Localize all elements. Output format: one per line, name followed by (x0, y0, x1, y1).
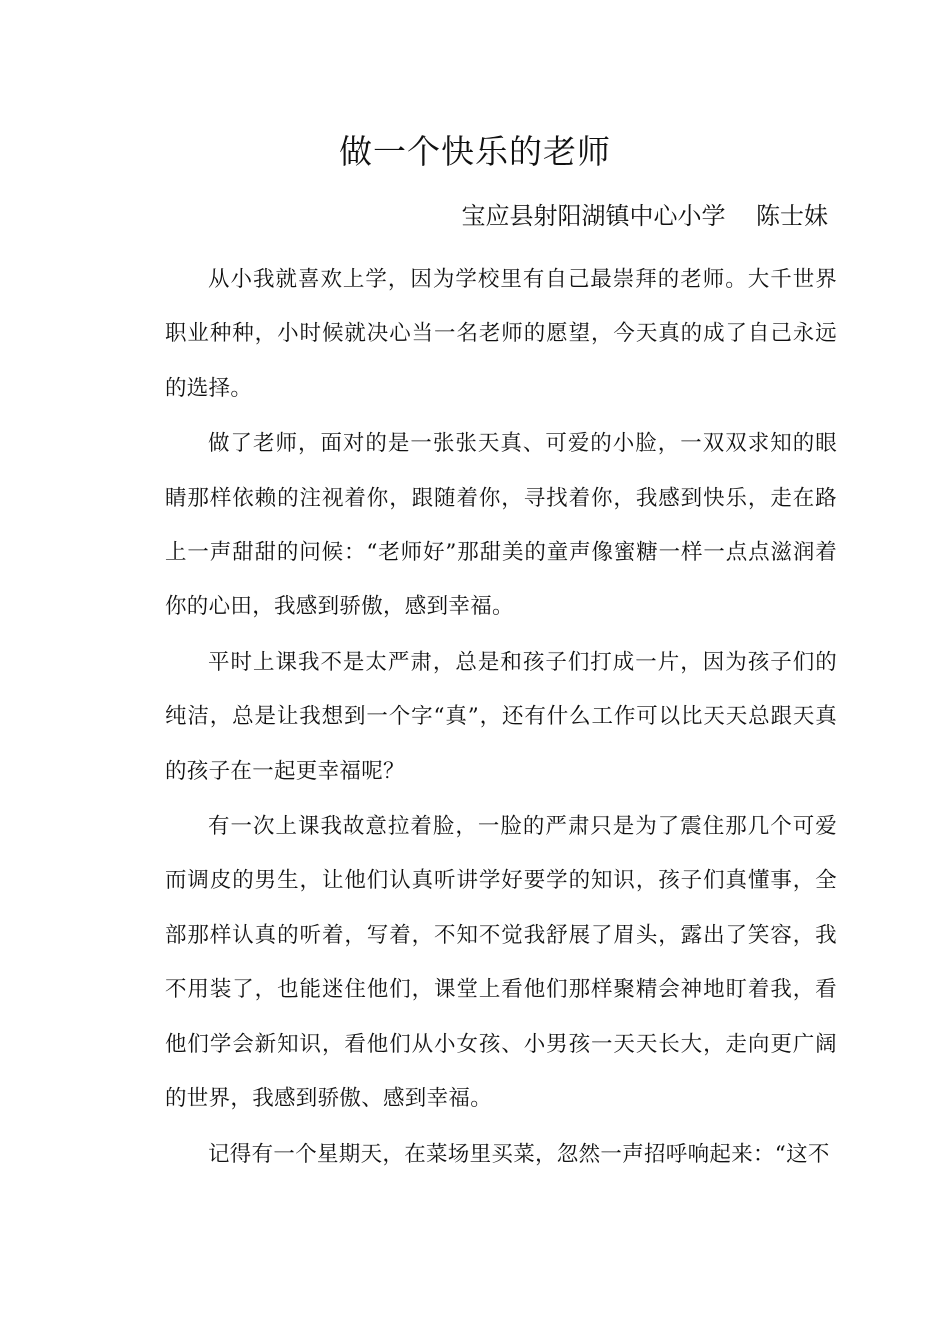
document-title: 做一个快乐的老师 (339, 132, 611, 171)
paragraph: 做了老师，面对的是一张张天真、可爱的小脸，一双双求知的眼睛那样依赖的注视着你，跟随着你，寻找着你，我感到快乐，走在路上一声甜甜的问候：“老师好”那甜美的童声像蜜糖一样一点点滋润着你的心田，我感到骄傲，感到幸福。 (165, 431, 837, 620)
author-byline: 宝应县射阳湖镇中心小学 陈士妹 (461, 202, 828, 230)
paragraph: 从小我就喜欢上学，因为学校里有自己最崇拜的老师。大千世界职业种种，小时候就决心当一名老师的愿望，今天真的成了自己永远的选择。 (165, 267, 837, 401)
document-body (165, 253, 837, 1183)
paragraph: 平时上课我不是太严肃，总是和孩子们打成一片，因为孩子们的纯洁，总是让我想到一个字“真”，还有什么工作可以比天天总跟天真的孩子在一起更幸福呢？ (165, 649, 837, 784)
paragraph: 记得有一个星期天，在菜场里买菜，忽然一声招呼响起来：“这不 (208, 1141, 830, 1167)
paragraph: 有一次上课我故意拉着脸，一脸的严肃只是为了震住那几个可爱而调皮的男生，让他们认真听讲学好要学的知识，孩子们真懂事，全部那样认真的听着，写着，不知不觉我舒展了眉头，露出了笑容，我不用装了，也能迷住他们，课堂上看他们那样聚精会神地盯着我，看他们学会新知识，看他们从小女孩、小男孩一天天长大，走向更广阔的世界，我感到骄傲、感到幸福。 (165, 814, 837, 1112)
